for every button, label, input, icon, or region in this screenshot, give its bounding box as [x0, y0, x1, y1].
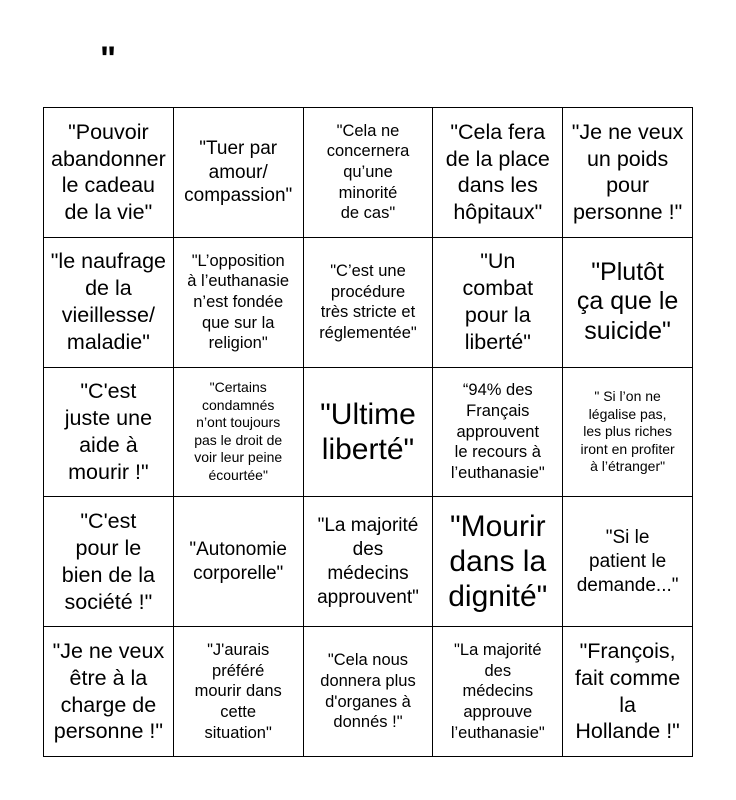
- cell-text: "Pouvoir abandonner le cadeau de la vie": [51, 119, 166, 225]
- card-title: ": [99, 40, 117, 78]
- bingo-cell[interactable]: [44, 368, 174, 498]
- bingo-cell[interactable]: [563, 368, 693, 498]
- bingo-cell[interactable]: [433, 108, 563, 238]
- cell-text: "Autonomie corporelle": [189, 539, 287, 584]
- cell-text: "C'est juste une aide à mourir !": [64, 379, 153, 484]
- bingo-cell[interactable]: [44, 497, 174, 627]
- bingo-cell[interactable]: [433, 368, 563, 498]
- bingo-cell[interactable]: [304, 497, 434, 627]
- cell-text: "Cela fera de la place dans les hôpitaux": [445, 119, 550, 225]
- cell-text: "Tuer par amour/ compassion": [184, 137, 293, 207]
- cell-text: "Cela nous donnera plus d'organes à donnés !": [320, 651, 416, 732]
- cell-text: "François, fait comme la Hollande !": [575, 638, 681, 744]
- bingo-board: [43, 107, 693, 757]
- cell-text: " Si l’on ne légalise pas, les plus riches iront en profiter à l’étranger": [580, 388, 675, 475]
- bingo-cell[interactable]: [44, 108, 174, 238]
- cell-text: "La majorité des médecins approuve l’euthanasie": [450, 641, 545, 742]
- bingo-cell[interactable]: [433, 497, 563, 627]
- cell-text: "Je ne veux un poids pour personne !": [571, 119, 684, 225]
- bingo-cell[interactable]: [304, 627, 434, 757]
- cell-text: "Cela ne concernera qu’une minorité de cas": [326, 121, 410, 223]
- cell-text: "Certains condamnés n’ont toujours pas le droit de voir leur peine écourtée": [194, 379, 283, 483]
- cell-text: "C'est pour le bien de la société !": [61, 509, 156, 614]
- bingo-cell[interactable]: [304, 238, 434, 368]
- bingo-cell[interactable]: [563, 627, 693, 757]
- bingo-cell[interactable]: [174, 497, 304, 627]
- cell-text: "le naufrage de la vieillesse/ maladie": [50, 249, 166, 355]
- cell-text: "Plutôt ça que le suicide": [576, 257, 679, 345]
- cell-text: "C’est une procédure très stricte et réglementée": [319, 261, 417, 342]
- cell-text: "Ultime liberté": [320, 397, 416, 466]
- bingo-cell[interactable]: [174, 627, 304, 757]
- bingo-cell[interactable]: [563, 238, 693, 368]
- cell-text: "L’opposition à l’euthanasie n’est fondée que sur la religion": [187, 251, 290, 353]
- bingo-cell[interactable]: [433, 627, 563, 757]
- bingo-cell[interactable]: [304, 368, 434, 498]
- bingo-cell[interactable]: [304, 108, 434, 238]
- cell-text: "La majorité des médecins approuvent": [317, 515, 419, 608]
- cell-text: "Je ne veux être à la charge de personne !": [52, 638, 165, 744]
- bingo-cell[interactable]: [433, 238, 563, 368]
- cell-text: “94% des Français approuvent le recours à l’euthanasie": [450, 381, 545, 482]
- bingo-cell[interactable]: [174, 238, 304, 368]
- bingo-cell[interactable]: [174, 368, 304, 498]
- bingo-cell[interactable]: [174, 108, 304, 238]
- cell-text: "Un combat pour la liberté": [462, 249, 534, 355]
- bingo-cell[interactable]: [563, 497, 693, 627]
- bingo-cell[interactable]: [563, 108, 693, 238]
- cell-text: "J'aurais préféré mourir dans cette situation": [194, 641, 282, 742]
- bingo-cell[interactable]: [44, 627, 174, 757]
- cell-text: "Si le patient le demande...": [576, 527, 679, 596]
- cell-text: "Mourir dans la dignité": [448, 509, 548, 614]
- bingo-cell[interactable]: [44, 238, 174, 368]
